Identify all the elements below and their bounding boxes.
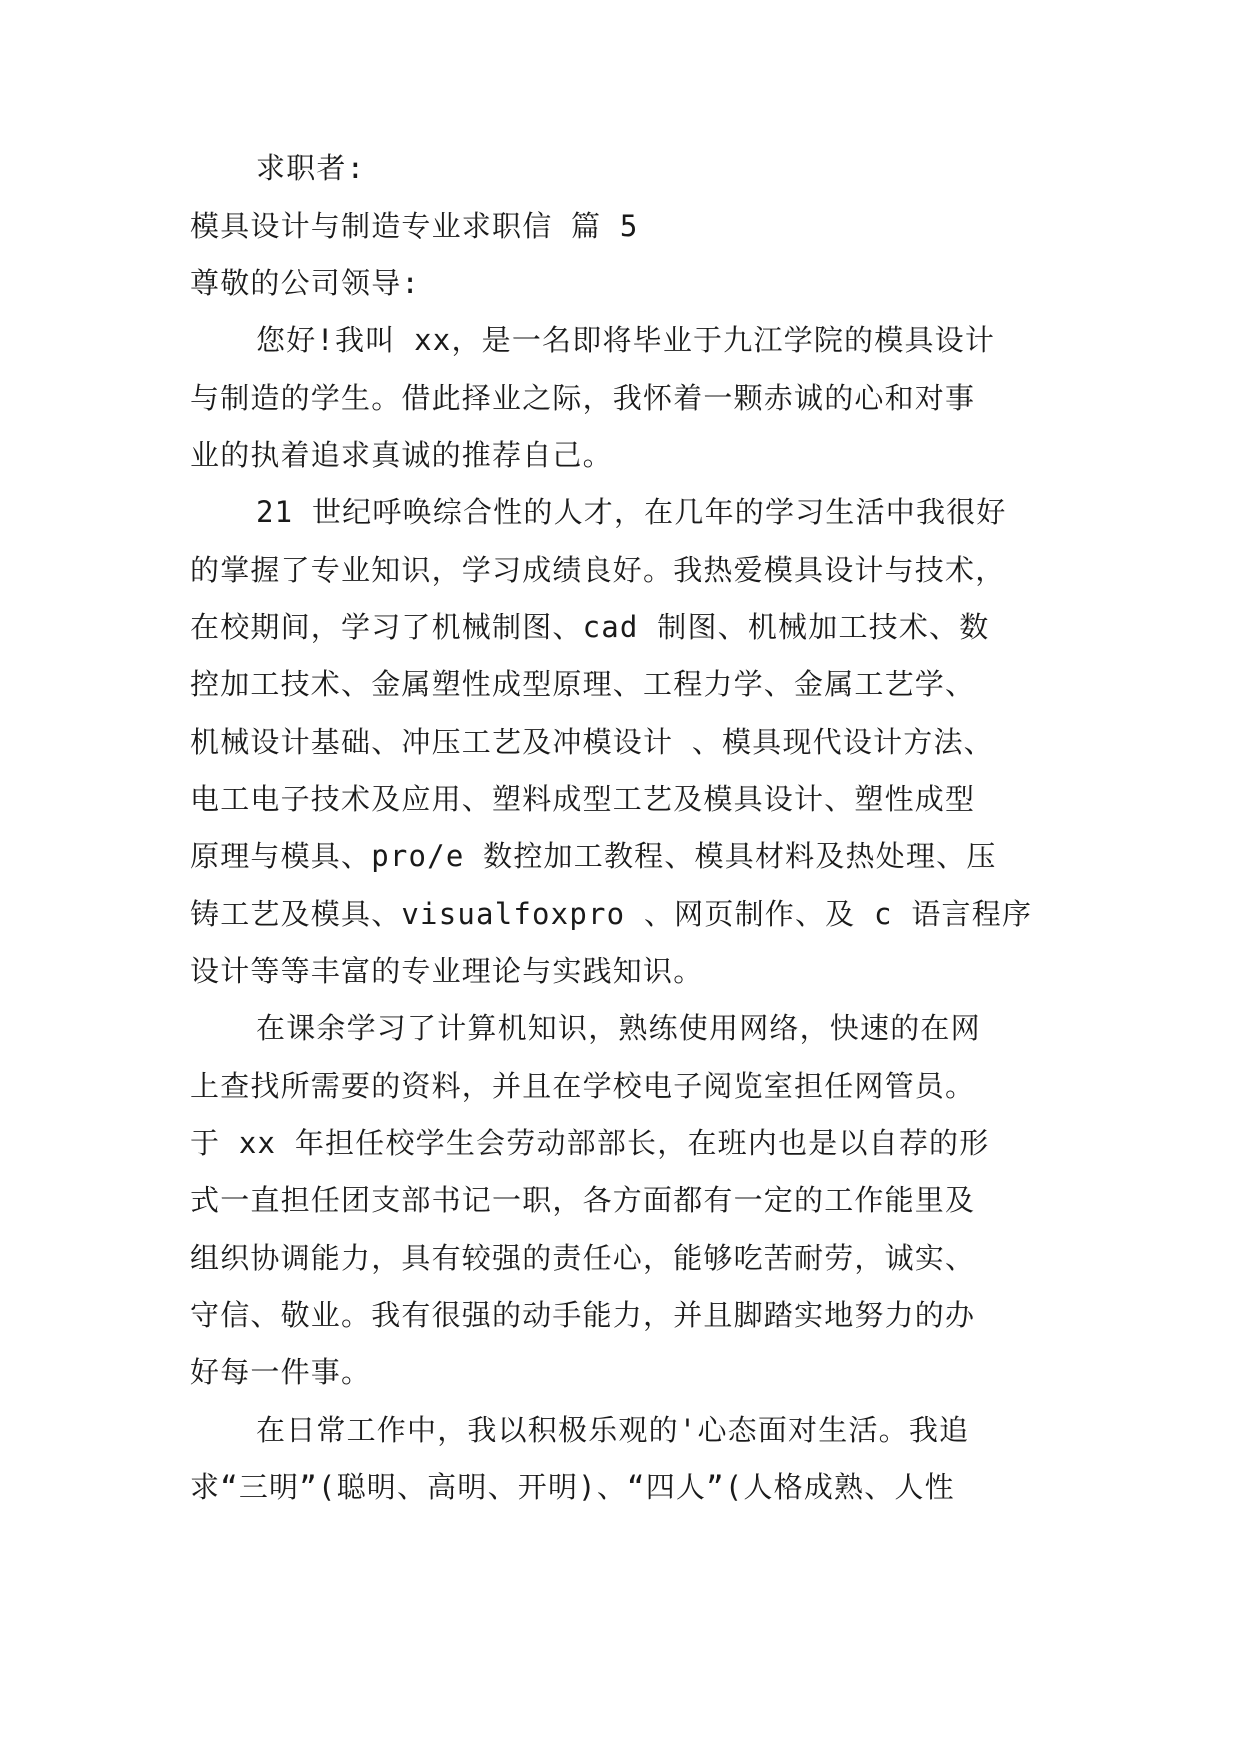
paragraph-line: 您好!我叫 xx，是一名即将毕业于九江学院的模具设计 xyxy=(256,323,996,357)
paragraph-line: 机械设计基础、冲压工艺及冲模设计 、模具现代设计方法、 xyxy=(190,725,994,759)
paragraph-line: 在校期间，学习了机械制图、cad 制图、机械加工技术、数 xyxy=(190,610,990,644)
paragraph-line: 在日常工作中，我以积极乐观的'心态面对生活。我追 xyxy=(256,1413,970,1447)
paragraph-line: 组织协调能力，具有较强的责任心，能够吃苦耐劳，诚实、 xyxy=(190,1241,976,1275)
signature-label: 求职者: xyxy=(256,151,366,185)
paragraph-line: 原理与模具、pro/e 数控加工教程、模具材料及热处理、压 xyxy=(190,839,997,873)
paragraph-line: 上查找所需要的资料，并且在学校电子阅览室担任网管员。 xyxy=(190,1069,976,1103)
paragraph-line: 铸工艺及模具、visualfoxpro 、网页制作、及 c 语言程序 xyxy=(190,897,1033,931)
paragraph-line: 电工电子技术及应用、塑料成型工艺及模具设计、塑性成型 xyxy=(190,782,976,816)
paragraph-line: 好每一件事。 xyxy=(190,1355,372,1389)
paragraph-line: 21 世纪呼唤综合性的人才，在几年的学习生活中我很好 xyxy=(256,495,1007,529)
paragraph-line: 在课余学习了计算机知识，熟练使用网络，快速的在网 xyxy=(256,1011,981,1045)
paragraph-line: 于 xx 年担任校学生会劳动部部长，在班内也是以自荐的形 xyxy=(190,1126,990,1160)
paragraph-line: 式一直担任团支部书记一职，各方面都有一定的工作能里及 xyxy=(190,1183,976,1217)
paragraph-line: 控加工技术、金属塑性成型原理、工程力学、金属工艺学、 xyxy=(190,667,976,701)
paragraph-line: 设计等等丰富的专业理论与实践知识。 xyxy=(190,954,704,988)
paragraph-line: 与制造的学生。借此择业之际，我怀着一颗赤诚的心和对事 xyxy=(190,381,976,415)
paragraph-line: 的掌握了专业知识，学习成绩良好。我热爱模具设计与技术， xyxy=(190,553,1006,587)
paragraph-line: 业的执着追求真诚的推荐自己。 xyxy=(190,438,613,472)
paragraph-line: 守信、敬业。我有很强的动手能力，并且脚踏实地努力的办 xyxy=(190,1298,976,1332)
paragraph-line: 求“三明”(聪明、高明、开明)、“四人”(人格成熟、人性 xyxy=(190,1470,955,1504)
section-heading: 模具设计与制造专业求职信 篇 5 xyxy=(190,209,639,243)
salutation: 尊敬的公司领导: xyxy=(190,266,421,300)
